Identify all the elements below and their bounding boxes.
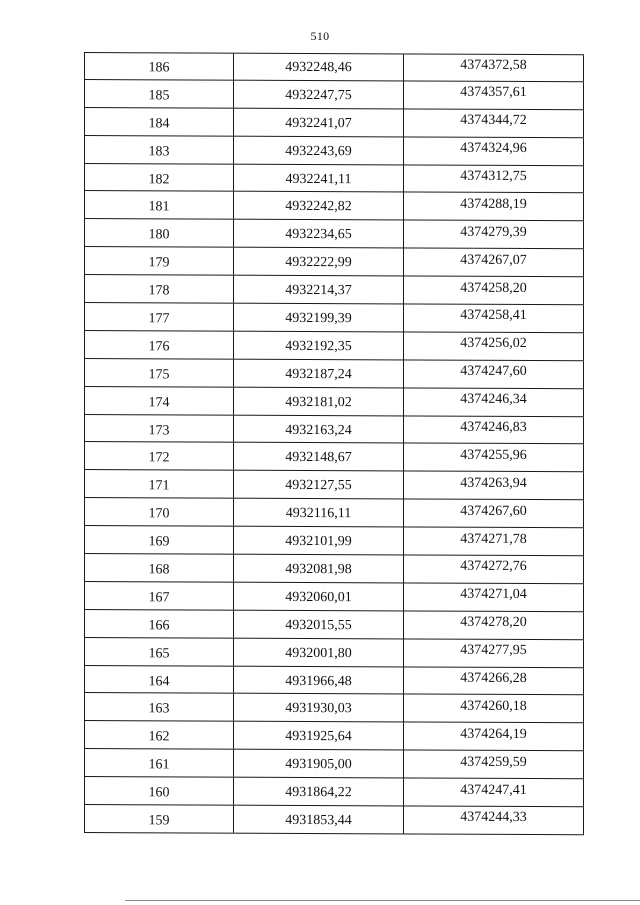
table-row: [84, 331, 584, 361]
y-coordinate-cell: 4374288,19: [403, 193, 584, 221]
x-coordinate-cell: 4932192,35: [233, 332, 403, 360]
table-row: [84, 359, 584, 389]
point-number-cell: 170: [84, 498, 233, 526]
page-bottom-rule: [125, 900, 640, 901]
y-coordinate-cell: 4374244,33: [403, 806, 584, 834]
point-number-cell: 173: [84, 415, 233, 443]
y-coordinate-cell: 4374272,76: [403, 555, 584, 583]
point-number-cell: 165: [84, 638, 233, 666]
point-number-cell: 168: [84, 554, 233, 582]
point-number-cell: 159: [84, 805, 233, 833]
table-row: [84, 582, 584, 612]
y-coordinate-cell: 4374246,34: [403, 388, 584, 416]
table-row: [84, 275, 584, 305]
x-coordinate-cell: 4932187,24: [233, 359, 403, 387]
y-coordinate-cell: 4374247,41: [403, 779, 584, 807]
x-coordinate-cell: 4932248,46: [233, 54, 403, 81]
point-number-cell: 178: [84, 275, 233, 303]
y-coordinate-cell: 4374267,07: [403, 249, 584, 277]
x-coordinate-cell: 4932116,11: [233, 499, 403, 527]
table-row: [84, 136, 584, 166]
table-row: [84, 610, 584, 640]
table-row: [84, 470, 584, 500]
table-row: [84, 108, 584, 138]
x-coordinate-cell: 4931905,00: [233, 750, 403, 778]
y-coordinate-cell: 4374344,72: [403, 109, 584, 137]
x-coordinate-cell: 4931930,03: [233, 694, 403, 722]
table-row: [84, 164, 584, 194]
point-number-cell: 176: [84, 331, 233, 359]
x-coordinate-cell: 4931925,64: [233, 722, 403, 750]
coordinates-table: [84, 52, 584, 835]
point-number-cell: 160: [84, 777, 233, 805]
point-number-cell: 177: [84, 303, 233, 331]
point-number-cell: 166: [84, 610, 233, 638]
point-number-cell: 181: [84, 191, 233, 219]
x-coordinate-cell: 4932243,69: [233, 136, 403, 164]
y-coordinate-cell: 4374256,02: [403, 332, 584, 360]
x-coordinate-cell: 4932163,24: [233, 415, 403, 443]
point-number-cell: 175: [84, 359, 233, 387]
point-number-cell: 179: [84, 247, 233, 275]
point-number-cell: 169: [84, 526, 233, 554]
table-row: [84, 638, 584, 668]
table-row: [84, 693, 584, 723]
y-coordinate-cell: 4374259,59: [403, 751, 584, 779]
y-coordinate-cell: 4374258,41: [403, 304, 584, 332]
point-number-cell: 171: [84, 470, 233, 498]
table-row: [84, 666, 584, 696]
point-number-cell: 182: [84, 164, 233, 192]
x-coordinate-cell: 4932101,99: [233, 527, 403, 555]
y-coordinate-cell: 4374263,94: [403, 472, 584, 500]
y-coordinate-cell: 4374271,04: [403, 583, 584, 611]
x-coordinate-cell: 4931853,44: [233, 806, 403, 834]
y-coordinate-cell: 4374372,58: [403, 54, 584, 81]
y-coordinate-cell: 4374266,28: [403, 667, 584, 695]
table-row: [84, 442, 584, 472]
y-coordinate-cell: 4374279,39: [403, 221, 584, 249]
table-row: [84, 526, 584, 556]
x-coordinate-cell: 4932181,02: [233, 387, 403, 415]
x-coordinate-cell: 4932241,07: [233, 108, 403, 136]
point-number-cell: 167: [84, 582, 233, 610]
y-coordinate-cell: 4374324,96: [403, 137, 584, 165]
table-row: [84, 191, 584, 221]
y-coordinate-cell: 4374277,95: [403, 639, 584, 667]
table-row: [84, 498, 584, 528]
x-coordinate-cell: 4932242,82: [233, 192, 403, 220]
x-coordinate-cell: 4932148,67: [233, 443, 403, 471]
table-row: [84, 415, 584, 445]
x-coordinate-cell: 4932214,37: [233, 276, 403, 304]
y-coordinate-cell: 4374312,75: [403, 165, 584, 193]
x-coordinate-cell: 4932234,65: [233, 220, 403, 248]
x-coordinate-cell: 4932015,55: [233, 610, 403, 638]
x-coordinate-cell: 4932001,80: [233, 638, 403, 666]
y-coordinate-cell: 4374264,19: [403, 723, 584, 751]
y-coordinate-cell: 4374260,18: [403, 695, 584, 723]
point-number-cell: 184: [84, 108, 233, 136]
point-number-cell: 183: [84, 136, 233, 164]
y-coordinate-cell: 4374258,20: [403, 277, 584, 305]
x-coordinate-cell: 4931864,22: [233, 778, 403, 806]
y-coordinate-cell: 4374271,78: [403, 528, 584, 556]
point-number-cell: 174: [84, 387, 233, 415]
x-coordinate-cell: 4931966,48: [233, 666, 403, 694]
table-row: [84, 219, 584, 249]
y-coordinate-cell: 4374246,83: [403, 416, 584, 444]
table-row: [84, 80, 584, 110]
table-row: [84, 749, 584, 779]
table-row: [84, 303, 584, 333]
x-coordinate-cell: 4932199,39: [233, 304, 403, 332]
table-row: [84, 52, 584, 82]
point-number-cell: 172: [84, 442, 233, 470]
point-number-cell: 163: [84, 693, 233, 721]
x-coordinate-cell: 4932222,99: [233, 248, 403, 276]
y-coordinate-cell: 4374267,60: [403, 500, 584, 528]
y-coordinate-cell: 4374255,96: [403, 444, 584, 472]
table-row: [84, 805, 584, 835]
x-coordinate-cell: 4932247,75: [233, 81, 403, 109]
table-row: [84, 721, 584, 751]
point-number-cell: 161: [84, 749, 233, 777]
point-number-cell: 180: [84, 219, 233, 247]
point-number-cell: 162: [84, 721, 233, 749]
y-coordinate-cell: 4374247,60: [403, 360, 584, 388]
table-row: [84, 777, 584, 807]
page-number: 510: [310, 29, 330, 43]
x-coordinate-cell: 4932241,11: [233, 164, 403, 192]
x-coordinate-cell: 4932127,55: [233, 471, 403, 499]
point-number-cell: 185: [84, 80, 233, 108]
point-number-cell: 164: [84, 666, 233, 694]
x-coordinate-cell: 4932060,01: [233, 583, 403, 611]
y-coordinate-cell: 4374357,61: [403, 81, 584, 109]
table-row: [84, 387, 584, 417]
table-row: [84, 554, 584, 584]
y-coordinate-cell: 4374278,20: [403, 611, 584, 639]
x-coordinate-cell: 4932081,98: [233, 555, 403, 583]
point-number-cell: 186: [84, 53, 233, 80]
table-row: [84, 247, 584, 277]
